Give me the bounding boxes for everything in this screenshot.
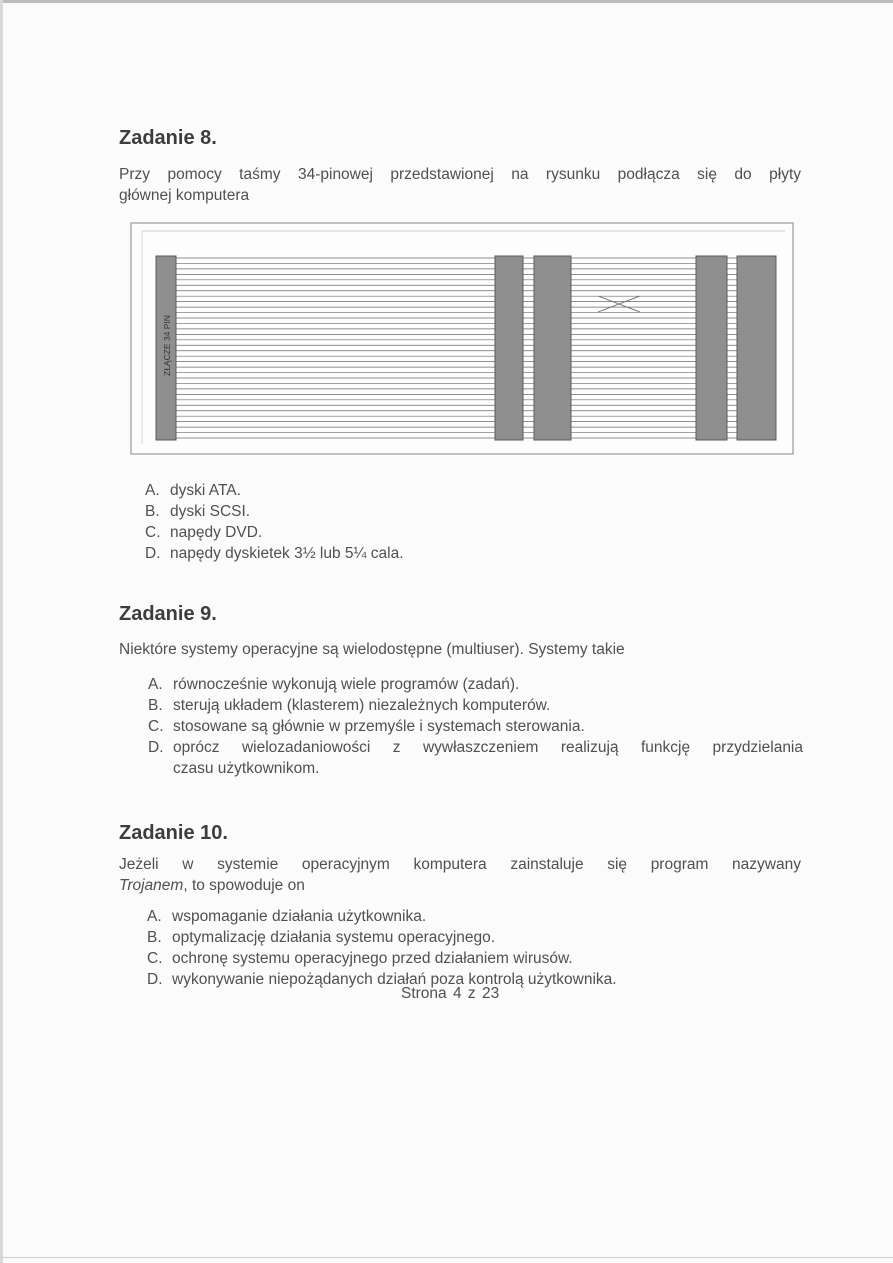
task-8-answers — [145, 480, 805, 564]
answer-text: napędy DVD. — [170, 524, 263, 541]
task-8-question — [119, 164, 801, 206]
answer-text-line-1: oprócz wielozadaniowości z wywłaszczeniem realizują funkcję przydzielania — [173, 739, 803, 756]
task-10-answer-b[interactable] — [147, 927, 807, 948]
answer-text: sterują układem (klasterem) niezależnych komputerów. — [173, 697, 551, 714]
figure-frame — [131, 223, 793, 454]
answer-letter: B. — [148, 697, 163, 714]
answer-text: dyski ATA. — [170, 482, 241, 499]
task-10-answer-a[interactable] — [147, 906, 807, 927]
answer-text: równocześnie wykonują wiele programów (zadań). — [173, 676, 520, 693]
task-8-answer-c[interactable] — [145, 522, 805, 543]
task-10-answer-c[interactable] — [147, 948, 807, 969]
answer-text: ochronę systemu operacyjnego przed działaniem wirusów. — [172, 950, 573, 967]
task-8-answer-a[interactable] — [145, 480, 805, 501]
task-10-question — [119, 854, 801, 896]
task-8-question-line-2: głównej komputera — [119, 187, 250, 204]
answer-letter: D. — [148, 739, 164, 756]
answer-letter: A. — [147, 908, 162, 925]
task-9-question: Niektóre systemy operacyjne są wielodostępne (multiuser). Systemy takie — [119, 641, 625, 658]
answer-letter: A. — [148, 676, 163, 693]
device-connector-1b — [534, 256, 571, 440]
answer-letter: C. — [145, 524, 161, 541]
answer-letter: C. — [148, 718, 164, 735]
task-8-title: Zadanie 8. — [119, 127, 217, 149]
ribbon-cable-diagram — [130, 222, 794, 455]
task-10-question-line-1: Jeżeli w systemie operacyjnym komputera zainstaluje się program nazywany — [119, 856, 801, 873]
answer-letter: A. — [145, 482, 160, 499]
page-number: Strona 4 z 23 — [401, 985, 500, 1002]
question-rest: , to spowoduje on — [183, 877, 305, 894]
task-8-question-line-1: Przy pomocy taśmy 34-pinowej przedstawionej na rysunku podłącza się do płyty — [119, 166, 801, 183]
answer-text: wykonywanie niepożądanych działań poza kontrolą użytkownika. — [172, 971, 617, 988]
answer-text-line-2: czasu użytkownikom. — [173, 760, 320, 777]
task-10-question-line-2 — [119, 875, 801, 896]
answer-letter: D. — [145, 545, 161, 562]
task-9-answer-b[interactable] — [148, 695, 803, 716]
answer-letter: B. — [147, 929, 162, 946]
task-10-title: Zadanie 10. — [119, 822, 228, 844]
device-connector-2a — [696, 256, 727, 440]
scan-edge-left — [0, 0, 3, 1263]
task-9-answer-d[interactable] — [148, 737, 803, 779]
connector-label: ZŁĄCZE 34 PIN — [162, 315, 172, 376]
answer-text: stosowane są głównie w przemyśle i systemach sterowania. — [173, 718, 585, 735]
device-connector-1a — [495, 256, 523, 440]
answer-text: dyski SCSI. — [170, 503, 251, 520]
trojan-term: Trojanem — [119, 877, 184, 894]
task-8-answer-b[interactable] — [145, 501, 805, 522]
task-9-answers — [148, 674, 803, 779]
task-9-title: Zadanie 9. — [119, 603, 217, 625]
answer-letter: B. — [145, 503, 160, 520]
task-9-answer-c[interactable] — [148, 716, 803, 737]
task-8-answer-d[interactable] — [145, 543, 805, 564]
answer-letter: C. — [147, 950, 163, 967]
answer-text: napędy dyskietek 3½ lub 5¼ cala. — [170, 545, 404, 562]
device-connector-2b — [737, 256, 776, 440]
task-9-answer-a[interactable] — [148, 674, 803, 695]
answer-letter: D. — [147, 971, 163, 988]
ribbon-cable-figure — [130, 222, 794, 455]
answer-text: wspomaganie działania użytkownika. — [172, 908, 427, 925]
task-10-answers — [147, 906, 807, 990]
answer-text: optymalizację działania systemu operacyjnego. — [172, 929, 496, 946]
scan-edge-bottom — [0, 1257, 893, 1258]
scan-edge-top — [0, 0, 893, 3]
